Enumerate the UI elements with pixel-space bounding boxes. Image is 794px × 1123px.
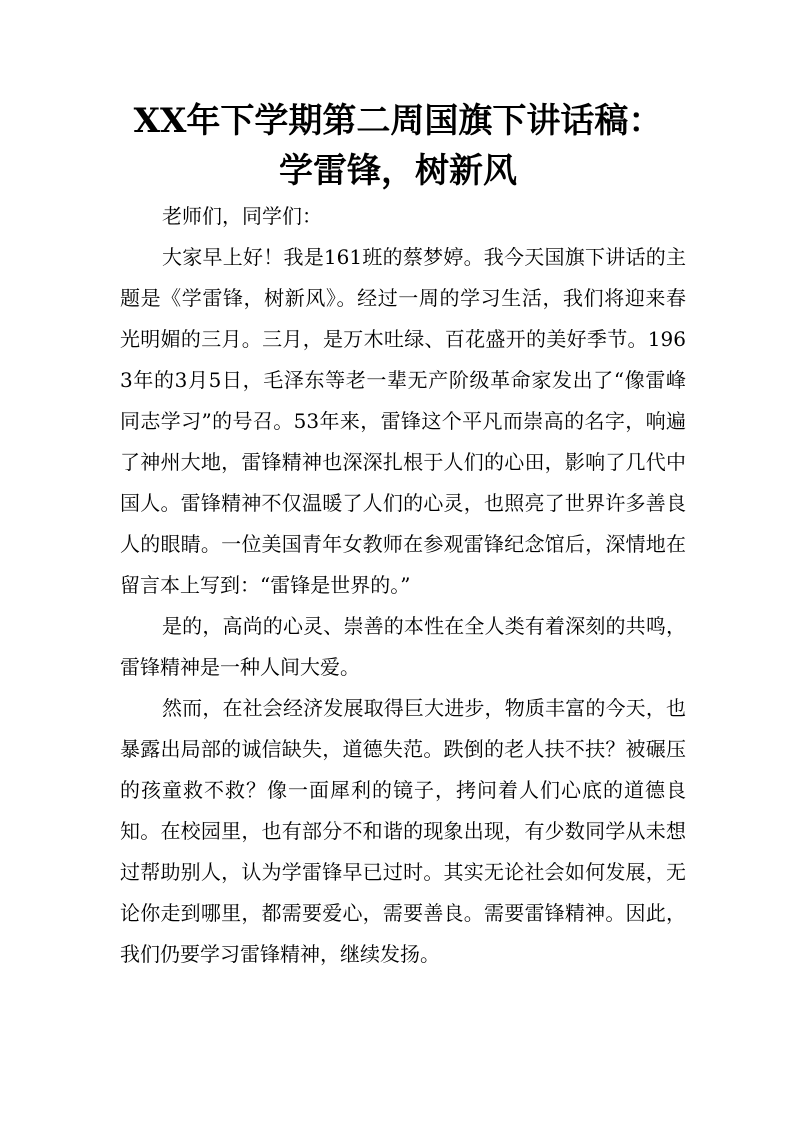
- body-paragraph: 大家早上好！我是161班的蔡梦婷。我今天国旗下讲话的主题是《学雷锋，树新风》。经过一周的学习生活，我们将迎来春光明媚的三月。三月，是万木吐绿、百花盛开的美好季节。1963年的3月5日，毛泽东等老一辈无产阶级革命家发出了“像雷峰同志学习”的号召。53年来，雷锋这个平凡而崇高的名字，响遍了神州大地，雷锋精神也深深扎根于人们的心田，影响了几代中国人。雷锋精神不仅温暖了人们的心灵，也照亮了世界许多善良人的眼睛。一位美国青年女教师在参观雷锋纪念馆后，深情地在留言本上写到：“雷锋是世界的。”: [120, 245, 686, 597]
- document-body: [120, 196, 686, 975]
- body-paragraph: 然而，在社会经济发展取得巨大进步，物质丰富的今天，也暴露出局部的诚信缺失，道德失范。跌倒的老人扶不扶？被碾压的孩童救不救？像一面犀利的镜子，拷问着人们心底的道德良知。在校园里，也有部分不和谐的现象出现，有少数同学从未想过帮助别人，认为学雷锋早已过时。其实无论社会如何发展，无论你走到哪里，都需要爱心，需要善良。需要雷锋精神。因此，我们仍要学习雷锋精神，继续发扬。: [120, 696, 686, 966]
- document-title: XX年下学期第二周国旗下讲话稿：学雷锋，树新风: [133, 101, 663, 191]
- body-paragraph: 是的，高尚的心灵、崇善的本性在全人类有着深刻的共鸣，雷锋精神是一种人间大爱。: [120, 614, 686, 679]
- greeting-paragraph: 老师们，同学们：: [162, 204, 322, 228]
